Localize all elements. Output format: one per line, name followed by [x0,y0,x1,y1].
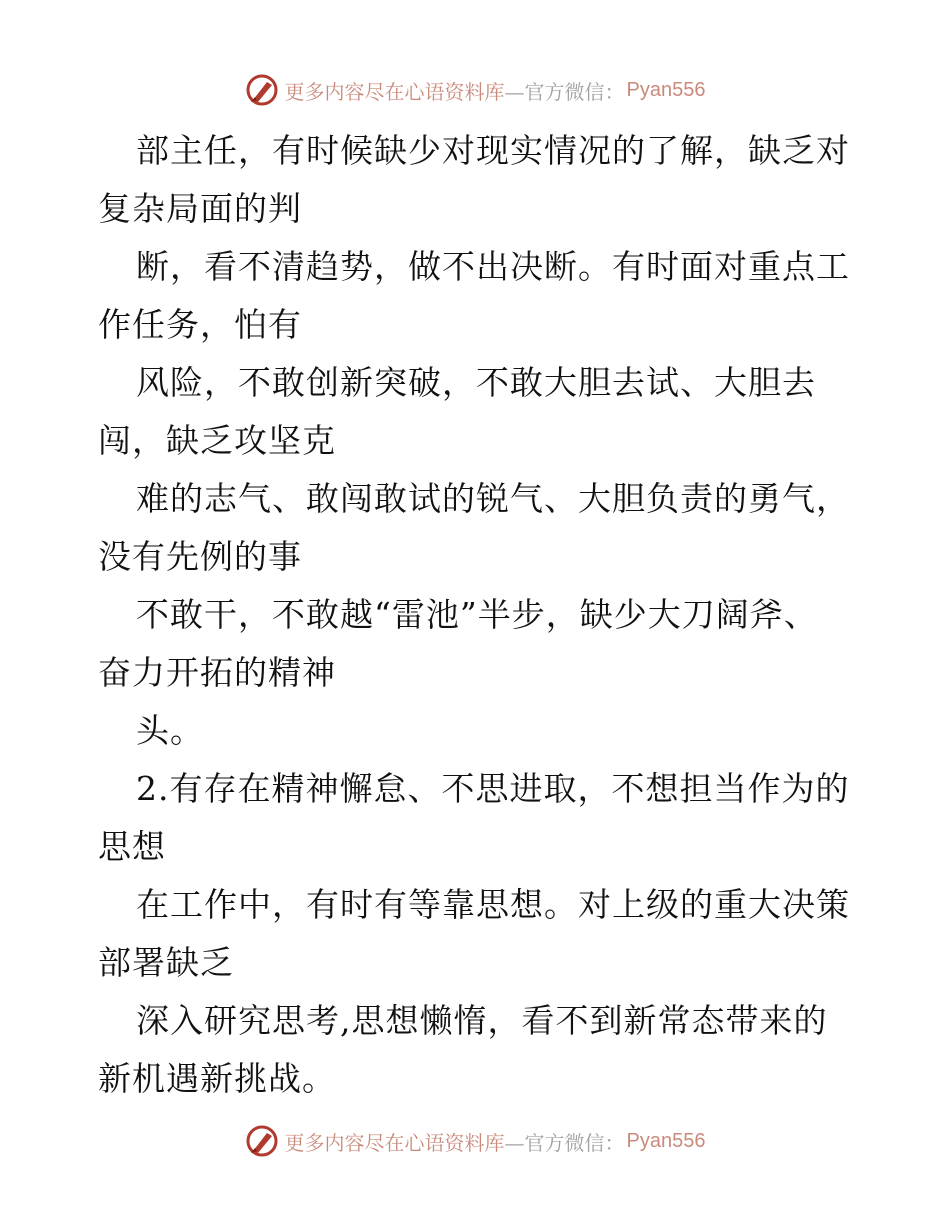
quill-pen-logo-icon [245,1124,279,1158]
quill-pen-logo-icon [245,73,279,107]
text-line: 头。 [136,711,204,750]
text-line: 风险，不敢创新突破，不敢大胆去试、大胆去 [136,363,816,402]
text-line: 没有先例的事 [98,537,302,576]
text-line: 新机遇新挑战。 [98,1059,336,1098]
watermark-wechat-id: Pyan556 [626,78,706,101]
watermark-separator: —官方微信： [504,1130,625,1155]
text-line: 部署缺乏 [98,943,234,982]
text-line: 在工作中，有时有等靠思想。对上级的重大决策 [136,885,850,924]
text-line: 断，看不清趋势，做不出决断。有时面对重点工 [136,247,850,286]
text-line: 不敢干，不敢越“雷池”半步，缺少大刀阔斧、 [136,595,818,634]
text-line: 作任务，怕有 [98,305,302,344]
text-line: 难的志气、敢闯敢试的锐气、大胆负责的勇气， [136,479,850,518]
text-line: 奋力开拓的精神 [98,653,336,692]
watermark-text: 更多内容尽在心语资料库 [284,1130,505,1155]
text-line: 部主任，有时候缺少对现实情况的了解，缺乏对 [136,131,850,170]
document-body [98,122,858,1108]
watermark-text: 更多内容尽在心语资料库 [284,79,505,104]
section-heading: 2.有存在精神懈怠、不思进取，不想担当作为的 [136,769,850,808]
text-line: 思想 [98,827,166,866]
header-watermark [0,70,950,110]
text-line: 闯，缺乏攻坚克 [98,421,336,460]
footer-watermark [0,1121,950,1161]
text-line: 深入研究思考,思想懒惰，看不到新常态带来的 [136,1001,828,1040]
text-line: 复杂局面的判 [98,189,302,228]
watermark-separator: —官方微信： [504,79,625,104]
watermark-wechat-id: Pyan556 [626,1129,706,1152]
